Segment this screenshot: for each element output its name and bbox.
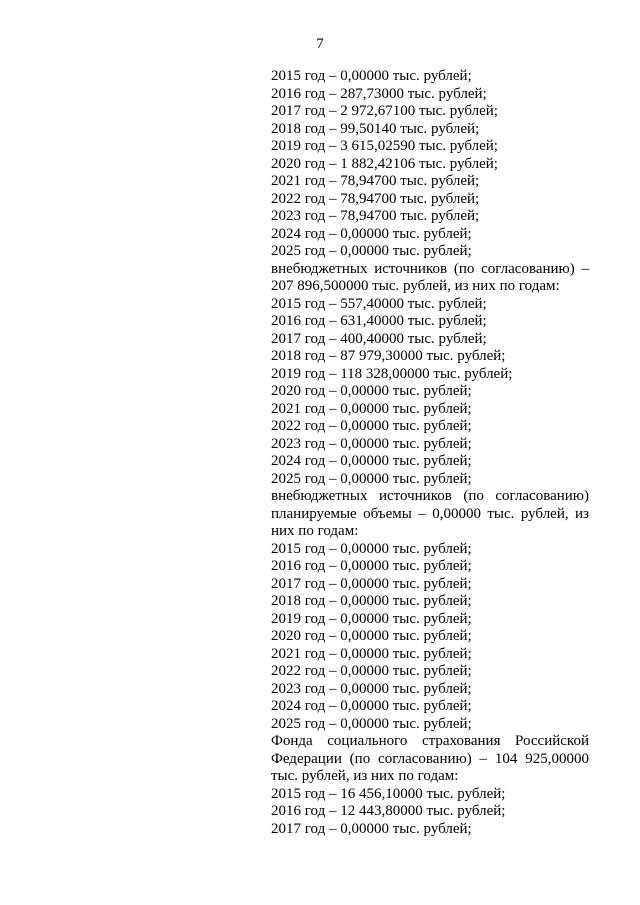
year-amount-line: 2015 год – 16 456,10000 тыс. рублей; [271, 785, 506, 802]
year-amount-line: 2020 год – 1 882,42106 тыс. рублей; [271, 155, 498, 172]
year-amount-line: 2016 год – 287,73000 тыс. рублей; [271, 85, 487, 102]
funding-source-paragraph: внебюджетных источников (по согласованию) планируемые объемы – 0,00000 тыс. рублей, из них по годам: [271, 488, 589, 539]
year-amount-line: 2017 год – 0,00000 тыс. рублей; [271, 820, 472, 837]
year-amount-line: 2018 год – 87 979,30000 тыс. рублей; [271, 348, 506, 364]
funding-source-paragraph: внебюджетных источников (по согласованию) – 207 896,500000 тыс. рублей, из них по годам: [271, 260, 589, 294]
year-amount-line: 2015 год – 557,40000 тыс. рублей; [271, 295, 487, 312]
year-amount-line: 2016 год – 0,00000 тыс. рублей; [271, 558, 472, 574]
year-amount-line: 2020 год – 0,00000 тыс. рублей; [271, 383, 472, 399]
year-amount-line: 2018 год – 99,50140 тыс. рублей; [271, 120, 480, 137]
year-amount-line: 2016 год – 631,40000 тыс. рублей; [271, 313, 487, 329]
year-amount-line: 2020 год – 0,00000 тыс. рублей; [271, 628, 472, 644]
year-amount-line: 2021 год – 78,94700 тыс. рублей; [271, 173, 480, 189]
year-amount-line: 2016 год – 12 443,80000 тыс. рублей; [271, 803, 506, 819]
year-amount-line: 2019 год – 3 615,02590 тыс. рублей; [271, 138, 498, 154]
year-amount-line: 2025 год – 0,00000 тыс. рублей; [271, 715, 472, 732]
year-amount-line: 2017 год – 400,40000 тыс. рублей; [271, 330, 487, 347]
year-amount-line: 2024 год – 0,00000 тыс. рублей; [271, 225, 472, 242]
year-amount-line: 2019 год – 0,00000 тыс. рублей; [271, 610, 472, 627]
year-amount-line: 2017 год – 2 972,67100 тыс. рублей; [271, 103, 498, 119]
year-amount-line: 2022 год – 0,00000 тыс. рублей; [271, 418, 472, 434]
funding-text-column [271, 68, 589, 838]
year-amount-line: 2015 год – 0,00000 тыс. рублей; [271, 68, 472, 84]
funding-source-paragraph: Фонда социального страхования Российской Федерации (по согласованию) – 104 925,00000 тыс. рублей, из них по годам: [271, 733, 589, 784]
year-amount-line: 2021 год – 0,00000 тыс. рублей; [271, 400, 472, 417]
year-amount-line: 2017 год – 0,00000 тыс. рублей; [271, 575, 472, 592]
year-amount-line: 2024 год – 0,00000 тыс. рублей; [271, 453, 472, 469]
year-amount-line: 2018 год – 0,00000 тыс. рублей; [271, 593, 472, 609]
year-amount-line: 2019 год – 118 328,00000 тыс. рублей; [271, 365, 513, 382]
year-amount-line: 2022 год – 0,00000 тыс. рублей; [271, 663, 472, 679]
year-amount-line: 2022 год – 78,94700 тыс. рублей; [271, 190, 480, 207]
year-amount-line: 2024 год – 0,00000 тыс. рублей; [271, 698, 472, 714]
page-number: 7 [316, 36, 324, 52]
year-amount-line: 2023 год – 0,00000 тыс. рублей; [271, 435, 472, 452]
year-amount-line: 2015 год – 0,00000 тыс. рублей; [271, 540, 472, 557]
year-amount-line: 2021 год – 0,00000 тыс. рублей; [271, 645, 472, 662]
year-amount-line: 2023 год – 0,00000 тыс. рублей; [271, 680, 472, 697]
year-amount-line: 2025 год – 0,00000 тыс. рублей; [271, 243, 472, 259]
year-amount-line: 2023 год – 78,94700 тыс. рублей; [271, 208, 480, 224]
year-amount-line: 2025 год – 0,00000 тыс. рублей; [271, 470, 472, 487]
